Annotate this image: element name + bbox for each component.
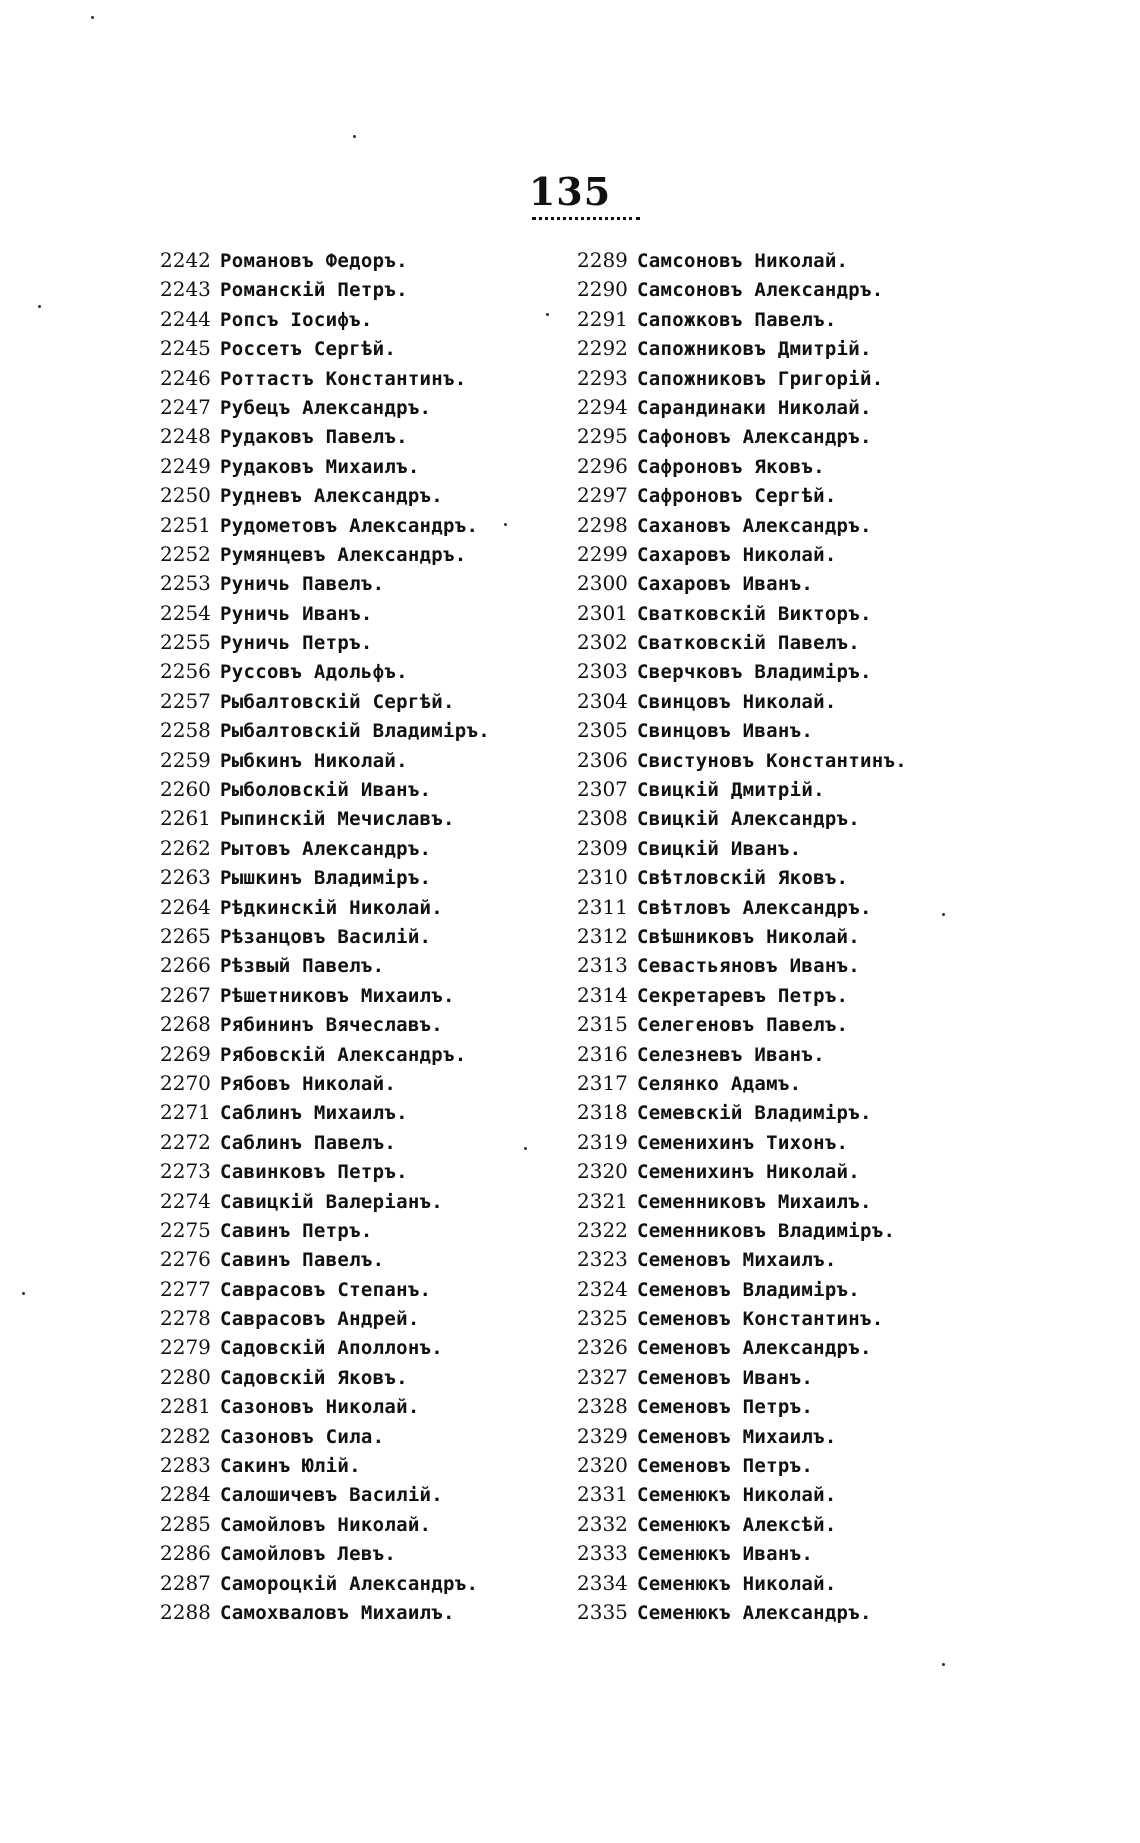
register-entry	[160, 922, 560, 951]
register-entry	[160, 1480, 560, 1509]
register-entry	[577, 922, 997, 951]
entry-name: Руничь Павелъ.	[220, 573, 385, 596]
entry-name: Селезневъ Иванъ.	[637, 1043, 825, 1066]
entry-name: Рыбалтовскій Сергѣй.	[220, 690, 455, 713]
entry-number: 2270	[160, 1070, 211, 1095]
register-entry	[577, 481, 997, 510]
entry-number: 2262	[160, 835, 211, 860]
register-entry	[160, 540, 560, 569]
entry-name: Семенюкъ Иванъ.	[637, 1543, 814, 1566]
entry-number: 2311	[577, 894, 628, 919]
scan-speck	[22, 1292, 25, 1295]
entry-number: 2333	[577, 1541, 628, 1566]
register-entry	[160, 1304, 560, 1333]
entry-name: Сакинъ Юлій.	[220, 1455, 361, 1478]
entry-number: 2326	[577, 1335, 628, 1360]
register-entry	[160, 452, 560, 481]
entry-name: Семевскій Владиміръ.	[637, 1102, 872, 1125]
entry-number: 2302	[577, 630, 628, 655]
entry-name: Сватковскій Павелъ.	[637, 632, 861, 655]
entry-name: Свѣтловъ Александръ.	[637, 896, 872, 919]
entry-name: Сапожниковъ Григорій.	[637, 367, 884, 390]
register-entry	[160, 246, 560, 275]
entry-name: Семеновъ Владиміръ.	[637, 1278, 861, 1301]
entry-number: 2291	[577, 306, 628, 331]
entry-name: Рябининъ Вячеславъ.	[220, 1014, 444, 1037]
entry-number: 2285	[160, 1511, 211, 1536]
entry-name: Сафоновъ Александръ.	[637, 426, 872, 449]
register-entry	[160, 1040, 560, 1069]
register-entry	[577, 1480, 997, 1509]
register-entry	[577, 834, 997, 863]
entry-number: 2312	[577, 923, 628, 948]
entry-number: 2256	[160, 659, 211, 684]
entry-name: Свицкій Дмитрій.	[637, 779, 825, 802]
register-entry	[160, 334, 560, 363]
scan-speck	[524, 1147, 527, 1150]
entry-name: Семеновъ Михаилъ.	[637, 1425, 837, 1448]
entry-name: Сазоновъ Сила.	[220, 1425, 385, 1448]
register-entry	[160, 775, 560, 804]
entry-number: 2317	[577, 1070, 628, 1095]
register-entry	[160, 951, 560, 980]
entry-name: Свинцовъ Николай.	[637, 690, 837, 713]
entry-name: Салошичевъ Василій.	[220, 1484, 444, 1507]
entry-name: Семеновъ Александръ.	[637, 1337, 872, 1360]
entry-number: 2316	[577, 1041, 628, 1066]
entry-number: 2325	[577, 1306, 628, 1331]
entry-name: Сахаровъ Николай.	[637, 543, 837, 566]
entry-name: Сахановъ Александръ.	[637, 514, 872, 537]
entry-name: Рудаковъ Павелъ.	[220, 426, 408, 449]
entry-name: Сватковскій Викторъ.	[637, 602, 872, 625]
register-entry	[160, 1539, 560, 1568]
entry-number: 2303	[577, 659, 628, 684]
entry-number: 2294	[577, 394, 628, 419]
entry-name: Савицкій Валеріанъ.	[220, 1190, 444, 1213]
entry-name: Романскій Петръ.	[220, 279, 408, 302]
entry-number: 2248	[160, 424, 211, 449]
entry-name: Саврасовъ Андрей.	[220, 1308, 420, 1331]
entry-number: 2261	[160, 806, 211, 831]
register-entry	[577, 569, 997, 598]
entry-number: 2290	[577, 277, 628, 302]
entry-number: 2282	[160, 1423, 211, 1448]
entry-name: Рудометовъ Александръ.	[220, 514, 479, 537]
entry-number: 2254	[160, 600, 211, 625]
entry-number: 2265	[160, 923, 211, 948]
entry-number: 2275	[160, 1217, 211, 1242]
register-entry	[160, 1069, 560, 1098]
register-entry	[160, 1157, 560, 1186]
register-entry	[160, 716, 560, 745]
register-entry	[160, 364, 560, 393]
entry-number: 2269	[160, 1041, 211, 1066]
entry-name: Рудаковъ Михаилъ.	[220, 455, 420, 478]
entry-name: Селянко Адамъ.	[637, 1072, 802, 1095]
entry-number: 2301	[577, 600, 628, 625]
entry-name: Роттастъ Константинъ.	[220, 367, 467, 390]
entry-number: 2296	[577, 453, 628, 478]
entry-number: 2323	[577, 1247, 628, 1272]
register-entry	[577, 540, 997, 569]
entry-number: 2259	[160, 747, 211, 772]
entry-number: 2263	[160, 865, 211, 890]
entry-name: Рѣзанцовъ Василій.	[220, 925, 432, 948]
entry-number: 2321	[577, 1188, 628, 1213]
entry-name: Сахаровъ Иванъ.	[637, 573, 814, 596]
entry-number: 2287	[160, 1570, 211, 1595]
entry-number: 2289	[577, 248, 628, 272]
register-entry	[160, 834, 560, 863]
entry-name: Секретаревъ Петръ.	[637, 984, 849, 1007]
entry-number: 2334	[577, 1570, 628, 1595]
entry-number: 2328	[577, 1394, 628, 1419]
entry-number: 2313	[577, 953, 628, 978]
register-entry	[577, 452, 997, 481]
register-entry	[577, 1422, 997, 1451]
entry-name: Руничь Иванъ.	[220, 602, 373, 625]
entry-name: Самохваловъ Михаилъ.	[220, 1601, 455, 1624]
register-entry	[160, 1569, 560, 1598]
register-entry	[160, 1333, 560, 1362]
entry-name: Рѣшетниковъ Михаилъ.	[220, 984, 455, 1007]
entry-number: 2252	[160, 541, 211, 566]
entry-number: 2274	[160, 1188, 211, 1213]
entry-name: Семенюкъ Николай.	[637, 1484, 837, 1507]
entry-number: 2246	[160, 365, 211, 390]
register-entry	[160, 1392, 560, 1421]
entry-name: Савинъ Петръ.	[220, 1219, 373, 1242]
entry-number: 2329	[577, 1423, 628, 1448]
entry-number: 2332	[577, 1511, 628, 1536]
register-entry	[160, 1598, 560, 1627]
register-entry	[577, 422, 997, 451]
entry-name: Румянцевъ Александръ.	[220, 543, 467, 566]
entry-number: 2243	[160, 277, 211, 302]
entry-number: 2295	[577, 424, 628, 449]
entry-name: Сарандинаки Николай.	[637, 396, 872, 419]
entry-name: Ропсъ Іосифъ.	[220, 308, 373, 331]
entry-number: 2273	[160, 1159, 211, 1184]
scan-speck	[504, 523, 507, 526]
entry-name: Рытовъ Александръ.	[220, 837, 432, 860]
entry-name: Самороцкій Александръ.	[220, 1572, 479, 1595]
register-entry	[160, 1510, 560, 1539]
entry-number: 2277	[160, 1276, 211, 1301]
entry-number: 2260	[160, 777, 211, 802]
entry-name: Самсоновъ Николай.	[637, 250, 849, 272]
register-entry	[577, 951, 997, 980]
register-entry	[577, 599, 997, 628]
entry-number: 2271	[160, 1100, 211, 1125]
entry-name: Сафроновъ Сергѣй.	[637, 485, 837, 508]
register-entry	[577, 1363, 997, 1392]
entry-name: Семеновъ Петръ.	[637, 1455, 814, 1478]
entry-number: 2244	[160, 306, 211, 331]
entry-name: Руничь Петръ.	[220, 632, 373, 655]
entry-number: 2315	[577, 1012, 628, 1037]
register-entry	[577, 511, 997, 540]
entry-number: 2306	[577, 747, 628, 772]
register-entry	[577, 1010, 997, 1039]
entry-name: Семеновъ Константинъ.	[637, 1308, 884, 1331]
page-number: 135	[528, 169, 612, 214]
scan-speck	[942, 913, 945, 916]
register-entry	[160, 863, 560, 892]
entry-number: 2318	[577, 1100, 628, 1125]
entry-number: 2281	[160, 1394, 211, 1419]
entry-number: 2322	[577, 1217, 628, 1242]
entry-number: 2258	[160, 718, 211, 743]
entry-name: Свѣтловскій Яковъ.	[637, 867, 849, 890]
register-entry	[577, 1333, 997, 1362]
register-entry	[160, 746, 560, 775]
right-column-list	[577, 246, 997, 1627]
entry-name: Сазоновъ Николай.	[220, 1396, 420, 1419]
register-entry	[577, 1451, 997, 1480]
register-entry	[577, 334, 997, 363]
entry-number: 2305	[577, 718, 628, 743]
register-entry	[160, 305, 560, 334]
entry-number: 2314	[577, 982, 628, 1007]
entry-name: Рудневъ Александръ.	[220, 485, 444, 508]
register-entry	[577, 393, 997, 422]
scan-speck	[546, 313, 549, 316]
entry-name: Саврасовъ Степанъ.	[220, 1278, 432, 1301]
entry-name: Рябовъ Николай.	[220, 1072, 397, 1095]
entry-name: Рѣзвый Павелъ.	[220, 955, 385, 978]
entry-name: Самсоновъ Александръ.	[637, 279, 884, 302]
entry-name: Сапожниковъ Дмитрій.	[637, 338, 872, 361]
register-entry	[160, 628, 560, 657]
entry-name: Сапожковъ Павелъ.	[637, 308, 837, 331]
entry-name: Россетъ Сергѣй.	[220, 338, 397, 361]
entry-name: Свицкій Александръ.	[637, 808, 861, 831]
entry-number: 2320	[577, 1453, 628, 1478]
entry-name: Семенюкъ Александръ.	[637, 1601, 872, 1624]
entry-name: Садовскій Аполлонъ.	[220, 1337, 444, 1360]
register-entry	[577, 1392, 997, 1421]
register-entry	[577, 1275, 997, 1304]
entry-number: 2266	[160, 953, 211, 978]
entry-number: 2286	[160, 1541, 211, 1566]
entry-number: 2264	[160, 894, 211, 919]
register-entry	[160, 1275, 560, 1304]
register-entry	[577, 893, 997, 922]
register-entry	[160, 687, 560, 716]
entry-number: 2242	[160, 248, 211, 272]
entry-number: 2284	[160, 1482, 211, 1507]
register-entry	[160, 1216, 560, 1245]
entry-name: Семеновъ Петръ.	[637, 1396, 814, 1419]
register-entry	[577, 1510, 997, 1539]
entry-name: Рѣдкинскій Николай.	[220, 896, 444, 919]
register-entry	[577, 1157, 997, 1186]
register-entry	[160, 1098, 560, 1127]
scan-speck	[942, 1663, 945, 1666]
entry-name: Севастьяновъ Иванъ.	[637, 955, 861, 978]
entry-name: Рыболовскій Иванъ.	[220, 779, 432, 802]
entry-name: Самойловъ Левъ.	[220, 1543, 397, 1566]
register-entry	[160, 275, 560, 304]
entry-number: 2251	[160, 512, 211, 537]
register-entry	[160, 599, 560, 628]
register-entry	[160, 804, 560, 833]
entry-number: 2307	[577, 777, 628, 802]
entry-name: Савинъ Павелъ.	[220, 1249, 385, 1272]
register-entry	[577, 305, 997, 334]
entry-number: 2309	[577, 835, 628, 860]
entry-number: 2272	[160, 1129, 211, 1154]
entry-number: 2304	[577, 688, 628, 713]
entry-number: 2280	[160, 1364, 211, 1389]
entry-name: Самойловъ Николай.	[220, 1513, 432, 1536]
register-entry	[577, 746, 997, 775]
register-entry	[577, 1128, 997, 1157]
scan-speck	[38, 305, 41, 308]
register-entry	[577, 657, 997, 686]
entry-name: Свицкій Иванъ.	[637, 837, 802, 860]
register-entry	[577, 1098, 997, 1127]
register-entry	[577, 687, 997, 716]
entry-number: 2288	[160, 1599, 211, 1624]
entry-number: 2331	[577, 1482, 628, 1507]
entry-name: Рубецъ Александръ.	[220, 396, 432, 419]
entry-name: Рыбалтовскій Владиміръ.	[220, 720, 490, 743]
entry-number: 2319	[577, 1129, 628, 1154]
entry-number: 2293	[577, 365, 628, 390]
entry-number: 2297	[577, 483, 628, 508]
entry-name: Семенихинъ Николай.	[637, 1161, 861, 1184]
entry-name: Семенюкъ Николай.	[637, 1572, 837, 1595]
entry-number: 2276	[160, 1247, 211, 1272]
entry-number: 2249	[160, 453, 211, 478]
entry-name: Савинковъ Петръ.	[220, 1161, 408, 1184]
register-entry	[160, 1187, 560, 1216]
entry-name: Семенниковъ Михаилъ.	[637, 1190, 872, 1213]
register-entry	[160, 981, 560, 1010]
register-entry	[577, 246, 997, 275]
entry-name: Семеновъ Михаилъ.	[637, 1249, 837, 1272]
register-entry	[577, 1304, 997, 1333]
entry-name: Сверчковъ Владиміръ.	[637, 661, 872, 684]
entry-name: Рыбкинъ Николай.	[220, 749, 408, 772]
entry-name: Рыпинскій Мечиславъ.	[220, 808, 455, 831]
entry-name: Семеновъ Иванъ.	[637, 1366, 814, 1389]
entry-number: 2292	[577, 336, 628, 361]
register-entry	[577, 1598, 997, 1627]
entry-number: 2320	[577, 1159, 628, 1184]
entry-name: Семенюкъ Алексѣй.	[637, 1513, 837, 1536]
register-entry	[160, 1451, 560, 1480]
register-entry	[577, 1569, 997, 1598]
register-entry	[577, 364, 997, 393]
register-entry	[577, 775, 997, 804]
entry-name: Саблинъ Павелъ.	[220, 1131, 397, 1154]
entry-name: Семенниковъ Владиміръ.	[637, 1219, 896, 1242]
left-column-list	[160, 246, 560, 1627]
register-entry	[577, 1187, 997, 1216]
register-entry	[577, 804, 997, 833]
register-entry	[577, 1245, 997, 1274]
entry-name: Свистуновъ Константинъ.	[637, 749, 907, 772]
entry-name: Свѣшниковъ Николай.	[637, 925, 861, 948]
entry-number: 2253	[160, 571, 211, 596]
entry-name: Саблинъ Михаилъ.	[220, 1102, 408, 1125]
entry-number: 2245	[160, 336, 211, 361]
entry-number: 2257	[160, 688, 211, 713]
entry-number: 2283	[160, 1453, 211, 1478]
entry-name: Свинцовъ Иванъ.	[637, 720, 814, 743]
entry-name: Садовскій Яковъ.	[220, 1366, 408, 1389]
entry-name: Романовъ Федоръ.	[220, 250, 408, 272]
register-entry	[577, 1040, 997, 1069]
register-entry	[160, 422, 560, 451]
entry-number: 2298	[577, 512, 628, 537]
entry-name: Сафроновъ Яковъ.	[637, 455, 825, 478]
entry-number: 2268	[160, 1012, 211, 1037]
register-entry	[160, 569, 560, 598]
register-entry	[160, 511, 560, 540]
register-entry	[160, 657, 560, 686]
page-number-rule	[532, 217, 640, 220]
entry-number: 2278	[160, 1306, 211, 1331]
register-entry	[160, 1422, 560, 1451]
scan-speck	[353, 135, 356, 138]
register-entry	[577, 1539, 997, 1568]
entry-number: 2310	[577, 865, 628, 890]
register-entry	[160, 1363, 560, 1392]
entry-number: 2335	[577, 1599, 628, 1624]
register-entry	[160, 1010, 560, 1039]
entry-number: 2324	[577, 1276, 628, 1301]
register-entry	[577, 1069, 997, 1098]
entry-number: 2300	[577, 571, 628, 596]
register-entry	[577, 716, 997, 745]
register-entry	[160, 481, 560, 510]
register-entry	[160, 1128, 560, 1157]
scan-speck	[91, 16, 94, 19]
register-entry	[577, 863, 997, 892]
entry-name: Рябовскій Александръ.	[220, 1043, 467, 1066]
register-entry	[160, 393, 560, 422]
register-entry	[160, 1245, 560, 1274]
register-entry	[160, 893, 560, 922]
register-entry	[577, 275, 997, 304]
register-entry	[577, 1216, 997, 1245]
entry-name: Селегеновъ Павелъ.	[637, 1014, 849, 1037]
entry-number: 2255	[160, 630, 211, 655]
entry-number: 2299	[577, 541, 628, 566]
register-entry	[577, 981, 997, 1010]
entry-number: 2308	[577, 806, 628, 831]
entry-name: Рышкинъ Владиміръ.	[220, 867, 432, 890]
entry-number: 2250	[160, 483, 211, 508]
entry-number: 2247	[160, 394, 211, 419]
entry-name: Семенихинъ Тихонъ.	[637, 1131, 849, 1154]
entry-name: Руссовъ Адольфъ.	[220, 661, 408, 684]
entry-number: 2267	[160, 982, 211, 1007]
entry-number: 2327	[577, 1364, 628, 1389]
register-entry	[577, 628, 997, 657]
entry-number: 2279	[160, 1335, 211, 1360]
